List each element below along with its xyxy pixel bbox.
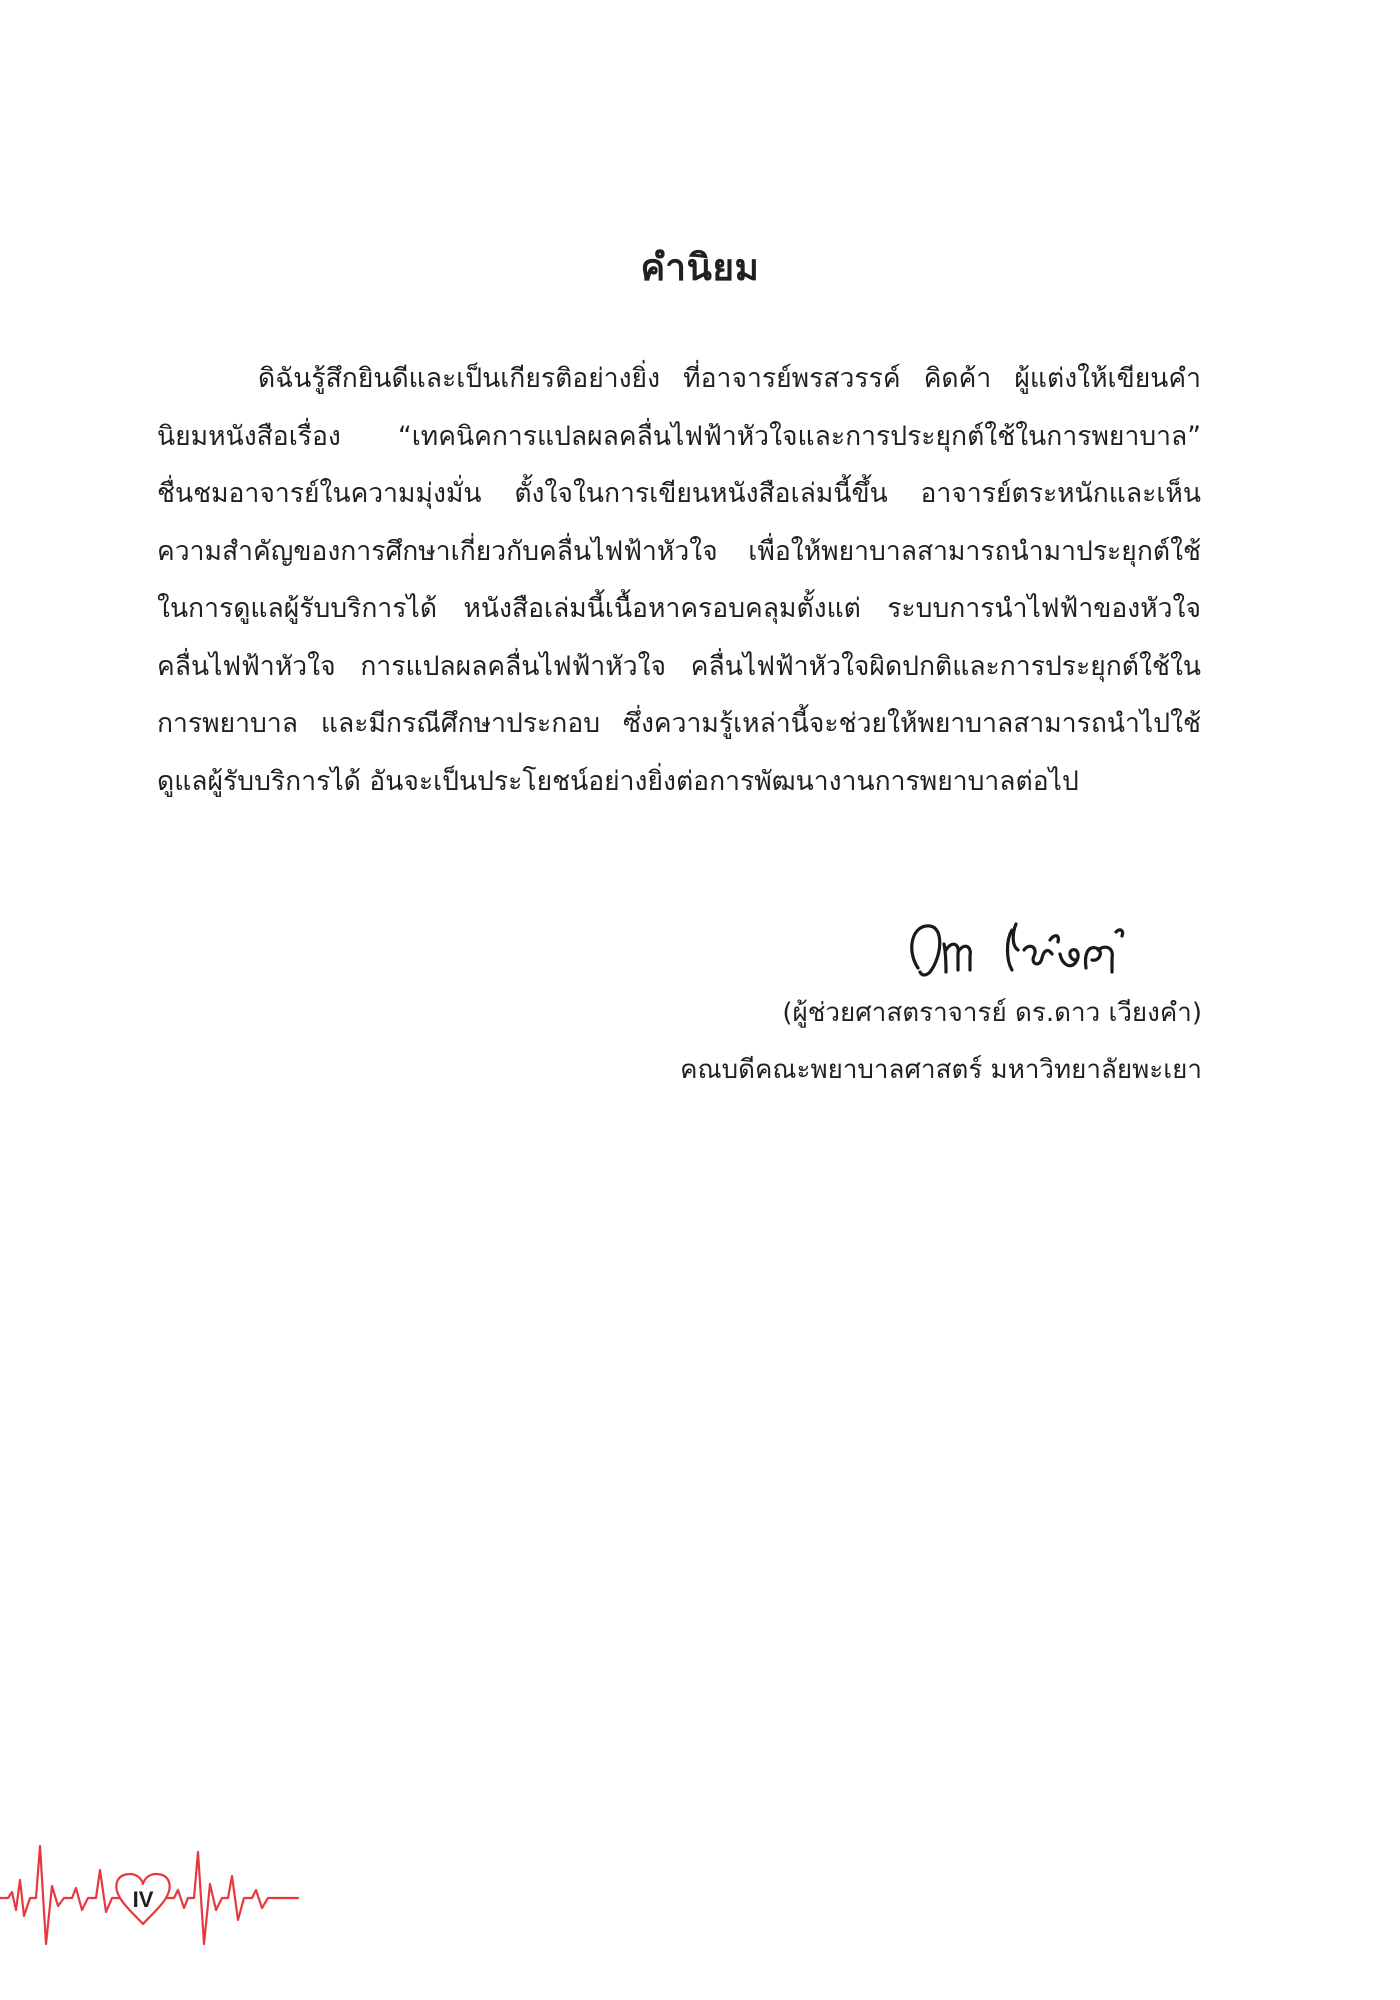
page-number: IV [132, 1887, 154, 1912]
page-title: คำนิยม [640, 246, 760, 289]
signer-name: (ผู้ช่วยศาสตราจารย์ ดร.ดาว เวียงคำ) [782, 998, 1202, 1028]
handwritten-signature [900, 910, 1140, 1000]
signer-position: คณบดีคณะพยาบาลศาสตร์ มหาวิทยาลัยพะเยา [680, 1055, 1202, 1085]
foreword-body: ดิฉันรู้สึกยินดีและเป็นเกียรติอย่างยิ่ง ที่อาจารย์พรสวรรค์ คิดค้า ผู้แต่งให้เขียนคำนิยมหนังสือเรื่อง “เทคนิคการแปลผลคลื่นไฟฟ้าหัวใจและการประยุกต์ใช้ในการพยาบาล” ชื่นชมอาจารย์ในความมุ่งมั่น ตั้งใจในการเขียนหนังสือเล่มนี้ขึ้น อาจารย์ตระหนักและเห็นความสำคัญของการศึกษาเกี่ยวกับคลื่นไฟฟ้าหัวใจ เพื่อให้พยาบาลสามารถนำมาประยุกต์ใช้ในการดูแลผู้รับบริการได้ หนังสือเล่มนี้เนื้อหาครอบคลุมตั้งแต่ ระบบการนำไฟฟ้าของหัวใจ คลื่นไฟฟ้าหัวใจ การแปลผลคลื่นไฟฟ้าหัวใจ คลื่นไฟฟ้าหัวใจผิดปกติและการประยุกต์ใช้ในการพยาบาล และมีกรณีศึกษาประกอบ ซึ่งความรู้เหล่านี้จะช่วยให้พยาบาลสามารถนำไปใช้ดูแลผู้รับบริการได้ อันจะเป็นประโยชน์อย่างยิ่งต่อการพัฒนางานการพยาบาลต่อไป [157, 363, 1201, 797]
